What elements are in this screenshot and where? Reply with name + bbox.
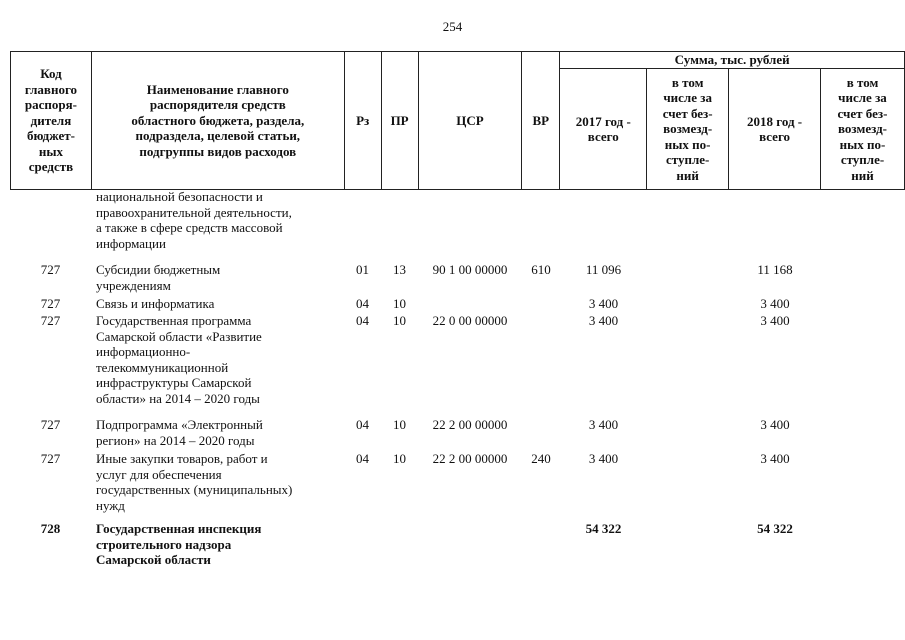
name-line: информационно-: [96, 344, 191, 359]
cell-csr: 90 1 00 00000: [432, 262, 508, 277]
cell-s18: 3 400: [760, 313, 790, 328]
cell-rz: 04: [356, 296, 369, 311]
header-line: числе за: [838, 90, 887, 106]
header-line: счет без-: [662, 105, 713, 121]
cell-pr: 10: [393, 296, 406, 311]
name-line: услуг для обеспечения: [96, 466, 222, 482]
header-line: средств: [28, 159, 74, 175]
header-line: возмезд-: [838, 121, 887, 137]
header-line: ных по-: [664, 136, 711, 152]
cell-s18: 11 168: [757, 262, 793, 277]
header-2018-free: [821, 69, 905, 190]
header-line: подгруппы видов расходов: [139, 143, 297, 159]
cell-name: [96, 296, 346, 312]
header-2017-total: [560, 69, 647, 190]
name-line: государственных (муниципальных): [96, 482, 293, 497]
header-line: 2018 год -: [746, 113, 803, 129]
header-name: [91, 52, 344, 190]
header-line: всего: [587, 129, 619, 144]
name-line: строительного надзора: [96, 536, 232, 552]
name-line: Субсидии бюджетным: [96, 262, 221, 277]
header-line: бюджет-: [26, 128, 75, 144]
name-line: инфраструктуры Самарской: [96, 375, 252, 390]
name-line: национальной безопасности и: [96, 189, 263, 204]
cell-name: [96, 262, 346, 293]
header-line: возмезд-: [663, 121, 713, 137]
header-line: распорядителя средств: [149, 97, 286, 113]
cell-rz: 04: [356, 417, 369, 432]
cell-s18: 54 322: [757, 521, 793, 536]
header-line: ний: [676, 167, 699, 183]
header-line: в том: [846, 74, 879, 90]
cell-code: 727: [40, 417, 61, 432]
name-line: Иные закупки товаров, работ и: [96, 451, 268, 466]
header-pr: ПР: [381, 52, 418, 190]
header-line: главного: [24, 81, 78, 97]
header-line: ных по-: [839, 136, 886, 152]
header-line: ступле-: [840, 152, 885, 168]
name-line: нужд: [96, 497, 125, 513]
cell-pr: 13: [393, 262, 406, 277]
header-line: ний: [851, 167, 874, 183]
cell-csr: 22 2 00 00000: [432, 417, 508, 432]
header-vr: ВР: [522, 52, 560, 190]
cell-code: 727: [40, 313, 61, 328]
header-line: ных: [38, 143, 64, 159]
name-line: Связь и информатика: [96, 296, 215, 311]
cell-pr: 10: [393, 313, 406, 328]
name-line: Самарской области: [96, 552, 211, 567]
cell-pr: 10: [393, 417, 406, 432]
cell-rz: 04: [356, 313, 369, 328]
cell-code: 727: [40, 296, 61, 311]
cell-name: [96, 189, 346, 251]
name-line: Государственная инспекция: [96, 521, 262, 536]
header-line: ступле-: [665, 152, 710, 168]
name-line: правоохранительной деятельности,: [96, 204, 292, 220]
cell-s17: 3 400: [588, 417, 619, 432]
cell-name: [96, 451, 346, 513]
cell-s18: 3 400: [760, 451, 790, 466]
header-2017-free: [647, 69, 729, 190]
cell-code: 728: [40, 521, 61, 536]
header-line: в том: [671, 74, 704, 90]
header-2018-total: [729, 69, 821, 190]
cell-rz: 01: [356, 262, 369, 277]
cell-s18: 3 400: [760, 296, 790, 311]
cell-name: [96, 313, 346, 406]
cell-rz: 04: [356, 451, 369, 466]
header-line: распоря-: [24, 97, 77, 113]
header-line: счет без-: [837, 105, 888, 121]
header-line: областного бюджета, раздела,: [131, 112, 305, 128]
cell-code: 727: [40, 262, 61, 277]
cell-s17: 11 096: [585, 262, 622, 277]
name-line: Самарской области «Развитие: [96, 328, 262, 344]
cell-csr: 22 2 00 00000: [432, 451, 508, 466]
cell-s17: 3 400: [588, 296, 619, 311]
cell-s18: 3 400: [760, 417, 790, 432]
cell-name: [96, 521, 346, 568]
cell-s17: 3 400: [588, 313, 619, 328]
header-sum: Сумма, тыс. рублей: [560, 52, 905, 69]
cell-s17: 3 400: [588, 451, 619, 466]
name-line: телекоммуникационной: [96, 359, 229, 375]
header-rz: Рз: [344, 52, 381, 190]
header-line: Код: [40, 66, 62, 82]
name-line: регион» на 2014 – 2020 годы: [96, 432, 255, 448]
header-line: числе за: [663, 90, 712, 106]
header-line: 2017 год -: [575, 113, 631, 129]
page-number: 254: [442, 19, 463, 34]
header-line: Наименование главного: [146, 81, 289, 97]
name-line: учреждениям: [96, 277, 171, 293]
header-line: всего: [759, 129, 791, 144]
name-line: а также в сфере средств массовой: [96, 220, 283, 235]
cell-code: 727: [40, 451, 61, 466]
cell-csr: 22 0 00 00000: [432, 313, 508, 328]
header-csr: ЦСР: [418, 52, 522, 190]
cell-name: [96, 417, 346, 448]
header-line: дителя: [30, 112, 72, 128]
name-line: информации: [96, 235, 166, 251]
cell-s17: 54 322: [585, 521, 622, 536]
header-line: подраздела, целевой статьи,: [135, 128, 301, 144]
cell-vr: 610: [531, 262, 551, 277]
header-code: [11, 52, 92, 190]
name-line: Государственная программа: [96, 313, 252, 328]
cell-vr: 240: [531, 451, 551, 466]
cell-pr: 10: [393, 451, 406, 466]
table-header: [10, 51, 905, 190]
name-line: области» на 2014 – 2020 годы: [96, 390, 260, 406]
name-line: Подпрограмма «Электронный: [96, 417, 263, 432]
